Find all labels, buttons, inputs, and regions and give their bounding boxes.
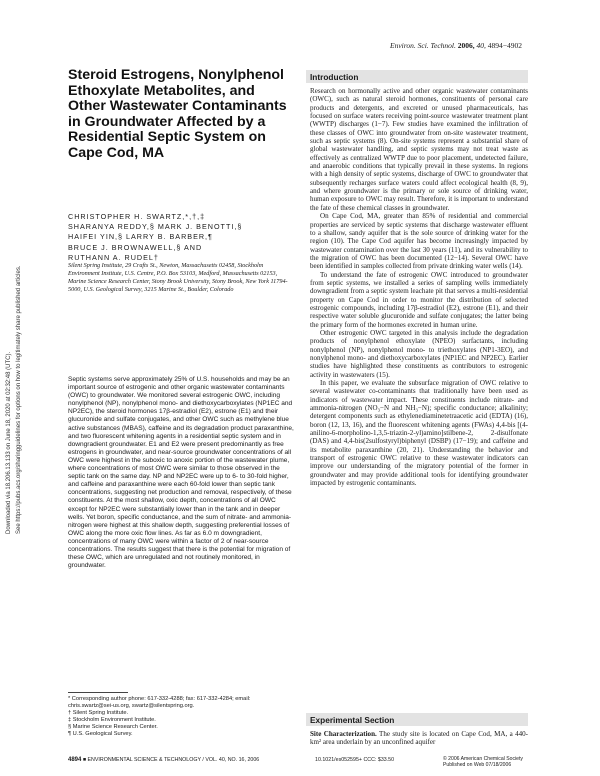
- paragraph: In this paper, we evaluate the subsurface migration of OWC relative to several wastewater co-contaminants that traditionally have been used as indicators of wastewater impact. These constituents include nitrate- and ammonia-nitrogen (NO₃−N and NH₃−N); specific conductance; alkalinity; detergent components such as ethylenediaminetetraacetic acid (EDTA) (16), boron (12, 13, 16), and the fluorescent whitening agents (FWAs) 4,4-bis [(4-anilino-6-morpholino-1,3,5-triazin-2-yl)amino]stilbene-2, 2-disulfonate (DAS) and 4,4-bis(2sulfostyryl)biphenyl (DSBP) (17−19); and caffeine and its metabolite paraxanthine (20, 21). Understanding the behavior and transport of estrogenic OWC relative to these wastewater indicators can improve our understanding of the migratory potential of the former in groundwater and may provide additional tools for identifying groundwater impacted by estrogenic contaminants.: [310, 379, 528, 488]
- journal-citation: [390, 41, 522, 50]
- author-line: BRUCE J. BROWNAWELL,§ AND: [68, 242, 203, 252]
- copyright: © 2006 American Chemical Society: [443, 756, 523, 762]
- paragraph: To understand the fate of estrogenic OWC introduced to groundwater from septic systems, we installed a series of sampling wells immediately downgradient from a septic system leachate pit that serves a multi-residential property on Cape Cod in order to monitor the distribution of selected estrogenic compounds, including 17β-estradiol (E2), estrone (E1), and their respective water soluble glucuronide and sulfate conjugates; the latter being the primary form of the hormones excreted in human urine.: [310, 270, 528, 329]
- footer-journal: ENVIRONMENTAL SCIENCE & TECHNOLOGY / VOL. 40, NO. 16, 2006: [87, 757, 260, 763]
- author-line: CHRISTOPHER H. SWARTZ,*,†,‡: [68, 212, 206, 221]
- intro-body: [310, 87, 528, 488]
- journal-pages: 4894−4902: [487, 41, 522, 50]
- paragraph: Research on hormonally active and other organic wastewater contaminants (OWC), such as natural steroid hormones, constituents of personal care products and detergents, and excreted or unused pharmaceuticals, has focused on surface waters receiving point-source wastewater treatment plant (WWTP) discharges (1−7). Few studies have examined the infiltration of these classes of OWC into groundwater from on-site wastewater treatment, such as septic systems (8). On-site systems represent a substantial share of global wastewater handling, and septic systems may not treat waste as effectively as centralized WWTP due to poor placement, undetected failure, and anaerobic conditions that typically prevail in these systems. In regions with a high density of septic systems, discharge of OWC to groundwater that subsequently recharges surface waters could affect ecological health (8, 9), and where groundwater is the primary or sole source of drinking water, human exposure to OWC may result. Therefore, it is important to understand the fate of these chemical classes in groundwater.: [310, 87, 528, 212]
- published-date: Published on Web 07/18/2006: [443, 762, 512, 768]
- page-footer: 4894 ■ ENVIRONMENTAL SCIENCE & TECHNOLOGY / VOL. 40, NO. 16, 2006: [68, 757, 260, 763]
- author-line: HAIFEI YIN,§ LARRY B. BARBER,¶: [68, 232, 213, 242]
- affiliations: Silent Spring Institute, 29 Crafts St., Newton, Massachusetts 02458, Stockholm Environment Institute, U.S. Centre, P.O. Box 53103, Medford, Massachusetts 02153, Marine Science Research Center, Stony Brook University, Stony Brook, New York 11794-5000, U.S. Geological Survey, 3215 Marine St., Boulder, Colorado: [68, 262, 288, 294]
- footer-copyright: [443, 756, 523, 768]
- site-text: The study site is located on Cape Cod, MA, a 440-km² area underlain by an unconfined aquifer: [310, 730, 528, 747]
- download-notice-line1: Downloaded via 18.206.13.133 on June 18, 2020 at 02:32:48 (UTC).: [6, 351, 12, 534]
- author-list: [68, 212, 296, 263]
- article-title: Steroid Estrogens, Nonylphenol Ethoxylate Metabolites, and Other Wastewater Contaminants in Groundwater Affected by a Residential Septic System on Cape Cod, MA: [68, 67, 287, 161]
- footnote: § Marine Science Research Center.: [68, 724, 158, 730]
- page-number: 4894: [68, 757, 82, 763]
- journal-name: Environ. Sci. Technol.: [389, 41, 456, 50]
- footer-doi: 10.1021/es052595+ CCC: $33.50: [315, 757, 395, 763]
- paragraph: On Cape Cod, MA, greater than 85% of residential and commercial properties are serviced by septic systems that discharge wastewater effluent to a shallow, sandy aquifer that is the sole source of drinking water for the region (10). The Cape Cod aquifer has become increasingly impacted by wastewater contamination over the last 30 years (11), and its vulnerability to the migration of OWC has been documented (12−14). Several OWC have been identified in samples collected from private drinking water wells (14).: [310, 212, 528, 271]
- journal-volume: 40,: [476, 41, 486, 50]
- subheading-site: Site Characterization.: [310, 730, 377, 738]
- paragraph: Other estrogenic OWC targeted in this analysis include the degradation products of nonylphenol ethoxylate (NPEO) surfactants, including nonylphenol (NP), nonylphenol mono- to triethoxylates (NP1-3EO), and nonylphenol mono- and diethoxycarboxylates (NP1EC and NP2EC). Earlier studies have highlighted these constituents as contributors to estrogenic activity in wastewaters (15).: [310, 328, 528, 379]
- footnote: * Corresponding author phone: 617-332-4288; fax: 617-332-4284; email: chris.swartz@sei-us.org, swartz@silentspring.org.: [68, 696, 251, 709]
- footnote: † Silent Spring Institute.: [68, 710, 129, 716]
- journal-year: 2006,: [457, 41, 475, 50]
- author-line: SHARANYA REDDY,§ MARK J. BENOTTI,§: [68, 222, 243, 232]
- footnotes: [68, 696, 296, 738]
- download-notice-line2[interactable]: See https://pubs.acs.org/sharingguidelines for options on how to legitimately share published articles.: [16, 265, 22, 534]
- intro-heading: Introduction: [310, 72, 359, 82]
- footnote-divider: [68, 692, 128, 693]
- experimental-body: [310, 730, 528, 747]
- download-notice: [4, 178, 32, 538]
- footnote: ‡ Stockholm Environment Institute.: [68, 717, 156, 723]
- experimental-heading: Experimental Section: [310, 715, 395, 725]
- abstract: Septic systems serve approximately 25% of U.S. households and may be an important source of estrogenic and other organic wastewater contaminants (OWC) to groundwater. We monitored several estrogenic OWC, including nonylphenol (NP), nonylphenol mono- and diethoxycarboxylates (NP1EC and NP2EC), the steroid hormones 17β-estradiol (E2), estrone (E1) and their glucuronide and sulfate conjugates, and other OWC such as methylene blue active substances (MBAS), caffeine and its degradation product paraxanthine, and two fluorescent whitening agents in a residential septic system and in downgradient groundwater. E1 and E2 were present predominantly as free estrogens in groundwater, and near-source groundwater concentrations of all OWC were highest in the suboxic to anoxic portion of the wastewater plume, where concentrations of most OWC were similar to those observed in the septic tank on the same day. NP and NP2EC were up to 6- to 30-fold higher, and caffeine and paraxanthine were each 60-fold lower than septic tank concentrations, suggesting net production and removal, respectively, of these constituents. At the most shallow, oxic depth, concentrations of all OWC except for NP2EC were substantially lower than in the tank and in deeper wells. Yet boron, specific conductance, and the sum of nitrate- and ammonia-nitrogen were highest at this shallow depth, suggesting preferential losses of OWC along the more oxic flow lines. As far as 6.0 m downgradient, concentrations of many OWC were within a factor of 2 of near-source concentrations. The results suggest that there is the potential for migration of these OWC, which are unregulated and not routinely monitored, in groundwater.: [68, 376, 294, 570]
- paragraph: [310, 730, 528, 747]
- author-line: RUTHANN A. RUDEL†: [68, 252, 159, 262]
- footnote: ¶ U.S. Geological Survey.: [68, 731, 133, 737]
